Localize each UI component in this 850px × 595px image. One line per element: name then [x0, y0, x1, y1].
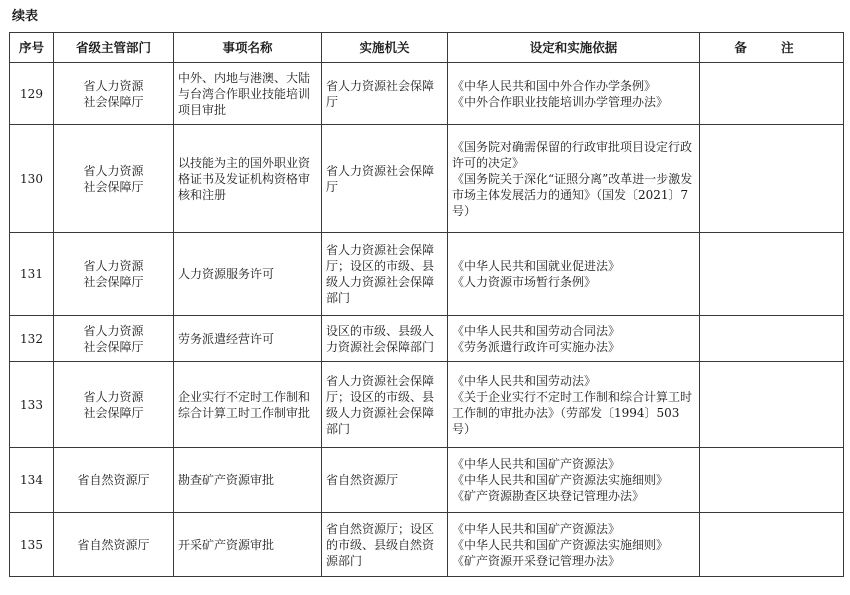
cell-remarks [700, 125, 844, 233]
cell-remarks [700, 448, 844, 513]
cell-agency: 省人力资源社会保障厅 [322, 125, 448, 233]
table-row [10, 316, 844, 362]
cell-item-name: 企业实行不定时工作制和综合计算工时工作制审批 [174, 362, 322, 448]
cell-basis: 《国务院对确需保留的行政审批项目设定行政许可的决定》 《国务院关于深化“证照分离”改革进一步激发市场主体发展活力的通知》（国发〔2021〕7号） [448, 125, 700, 233]
cell-seq: 135 [10, 513, 54, 577]
cell-agency: 省人力资源社会保障厅 [322, 63, 448, 125]
cell-basis: 《中华人民共和国劳动合同法》 《劳务派遣行政许可实施办法》 [448, 316, 700, 362]
cell-remarks [700, 233, 844, 316]
header-item-name: 事项名称 [174, 33, 322, 63]
table-row [10, 125, 844, 233]
cell-item-name: 以技能为主的国外职业资格证书及发证机构资格审核和注册 [174, 125, 322, 233]
header-basis: 设定和实施依据 [448, 33, 700, 63]
header-agency: 实施机关 [322, 33, 448, 63]
cell-seq: 132 [10, 316, 54, 362]
table-caption: 续表 [12, 9, 39, 24]
cell-basis: 《中华人民共和国劳动法》 《关于企业实行不定时工作制和综合计算工时工作制的审批办法》（劳部发〔1994〕503号） [448, 362, 700, 448]
cell-department: 省人力资源 社会保障厅 [54, 63, 174, 125]
cell-department: 省人力资源 社会保障厅 [54, 362, 174, 448]
header-row [10, 33, 844, 63]
cell-remarks [700, 513, 844, 577]
cell-seq: 129 [10, 63, 54, 125]
table-row [10, 448, 844, 513]
cell-item-name: 劳务派遣经营许可 [174, 316, 322, 362]
cell-agency: 省自然资源厅；设区的市级、县级自然资源部门 [322, 513, 448, 577]
cell-department: 省人力资源 社会保障厅 [54, 125, 174, 233]
cell-basis: 《中华人民共和国中外合作办学条例》 《中外合作职业技能培训办学管理办法》 [448, 63, 700, 125]
cell-agency: 省自然资源厅 [322, 448, 448, 513]
cell-seq: 130 [10, 125, 54, 233]
cell-remarks [700, 362, 844, 448]
cell-remarks [700, 316, 844, 362]
cell-basis: 《中华人民共和国就业促进法》 《人力资源市场暂行条例》 [448, 233, 700, 316]
cell-item-name: 开采矿产资源审批 [174, 513, 322, 577]
cell-seq: 131 [10, 233, 54, 316]
cell-remarks [700, 63, 844, 125]
cell-basis: 《中华人民共和国矿产资源法》 《中华人民共和国矿产资源法实施细则》 《矿产资源勘查区块登记管理办法》 [448, 448, 700, 513]
cell-seq: 134 [10, 448, 54, 513]
header-department: 省级主管部门 [54, 33, 174, 63]
table-row [10, 63, 844, 125]
cell-basis: 《中华人民共和国矿产资源法》 《中华人民共和国矿产资源法实施细则》 《矿产资源开采登记管理办法》 [448, 513, 700, 577]
table-row [10, 362, 844, 448]
cell-item-name: 勘查矿产资源审批 [174, 448, 322, 513]
table-row [10, 513, 844, 577]
cell-department: 省人力资源 社会保障厅 [54, 233, 174, 316]
cell-agency: 省人力资源社会保障厅；设区的市级、县级人力资源社会保障部门 [322, 362, 448, 448]
header-seq: 序号 [10, 33, 54, 63]
cell-department: 省人力资源 社会保障厅 [54, 316, 174, 362]
table-row [10, 233, 844, 316]
cell-agency: 设区的市级、县级人力资源社会保障部门 [322, 316, 448, 362]
header-remarks: 备 注 [700, 33, 844, 63]
cell-department: 省自然资源厅 [54, 448, 174, 513]
cell-agency: 省人力资源社会保障厅；设区的市级、县级人力资源社会保障部门 [322, 233, 448, 316]
cell-seq: 133 [10, 362, 54, 448]
cell-item-name: 中外、内地与港澳、大陆与台湾合作职业技能培训项目审批 [174, 63, 322, 125]
cell-item-name: 人力资源服务许可 [174, 233, 322, 316]
cell-department: 省自然资源厅 [54, 513, 174, 577]
administrative-license-table [9, 32, 844, 577]
